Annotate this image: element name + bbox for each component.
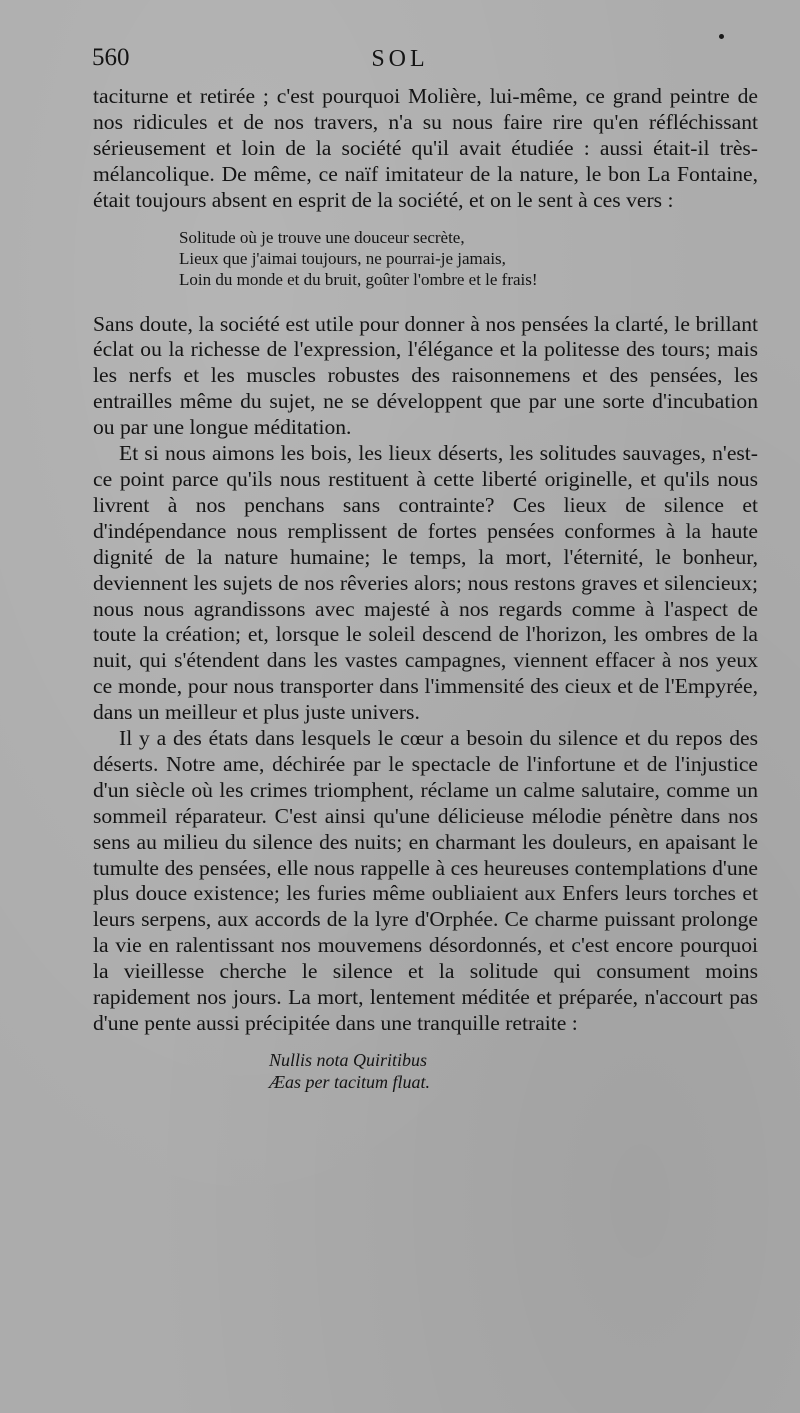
paragraph-1: taciturne et retirée ; c'est pourquoi Molière, lui-même, ce grand peintre de nos ridicules et de nos travers, n'a su nous faire rire qu'en réfléchissant sérieusement et loin de la société qu'il avait étudiée : aussi était-il très-mélancolique. De même, ce naïf imitateur de la nature, le bon La Fontaine, était toujours absent en esprit de la société, et on le sent à ces vers :	[93, 84, 758, 212]
paragraph-2: Sans doute, la société est utile pour donner à nos pensées la clarté, le brillant éclat ou la richesse de l'expression, l'élégance et la politesse des tours; mais les nerfs et les muscles robustes des raisonnemens et des pensées, les entrailles même du sujet, ne se développent que par une sorte d'incubation ou par une longue méditation.	[93, 311, 758, 440]
running-head: SOL	[371, 46, 429, 72]
verse-line: Solitude où je trouve une douceur secrète,	[179, 227, 465, 247]
verse-quote-la-fontaine	[93, 227, 758, 290]
page-header	[0, 42, 800, 82]
verse-quote-latin	[93, 1049, 758, 1093]
page-number: 560	[92, 44, 130, 71]
paragraph-3: Et si nous aimons les bois, les lieux déserts, les solitudes sauvages, n'est-ce point parce qu'ils nous restituent à cette liberté originelle, et qu'ils nous livrent à nos penchans sans contrainte? Ces lieux de silence et d'indépendance nous remplissent de fortes pensées conformes à la haute dignité de la nature humaine; le temps, la mort, l'éternité, le bonheur, deviennent les sujets de nos rêveries alors; nous restons graves et silencieux; nous nous agrandissons avec majesté à nos regards comme à l'aspect de toute la création; et, lorsque le soleil descend de l'horizon, les ombres de la nuit, qui s'étendent dans les vastes campagnes, viennent effacer à nos yeux ce monde, pour nous transporter dans l'immensité des cieux et de l'Empyrée, dans un meilleur et plus juste univers.	[93, 441, 758, 725]
verse-line: Loin du monde et du bruit, goûter l'ombre et le frais!	[179, 269, 538, 289]
paragraph-4: Il y a des états dans lesquels le cœur a besoin du silence et du repos des déserts. Notre ame, déchirée par le spectacle de l'infortune et de l'injustice d'un siècle où les crimes triomphent, réclame un calme salutaire, comme un sommeil réparateur. C'est ainsi qu'une délicieuse mélodie pénètre dans nos sens au milieu du silence des nuits; en charmant les douleurs, en apaisant le tumulte des pensées, elle nous rappelle à ces heureuses contemplations d'une plus douce existence; les furies même oubliaient aux Enfers leurs torches et leurs serpens, aux accords de la lyre d'Orphée. Ce charme puissant prolonge la vie en ralentissant nos mouvemens désordonnés, et c'est encore pourquoi la vieillesse cherche le silence et la solitude qui consument moins rapidement nos jours. La mort, lentement méditée et préparée, n'accourt pas d'une pente aussi précipitée dans une tranquille retraite :	[93, 726, 758, 1035]
ink-speck	[719, 34, 724, 39]
page-body	[93, 84, 758, 1093]
verse-line: Æas per tacitum fluat.	[269, 1071, 430, 1092]
verse-line: Lieux que j'aimai toujours, ne pourrai-je jamais,	[179, 248, 506, 268]
verse-line: Nullis nota Quiritibus	[269, 1049, 428, 1070]
